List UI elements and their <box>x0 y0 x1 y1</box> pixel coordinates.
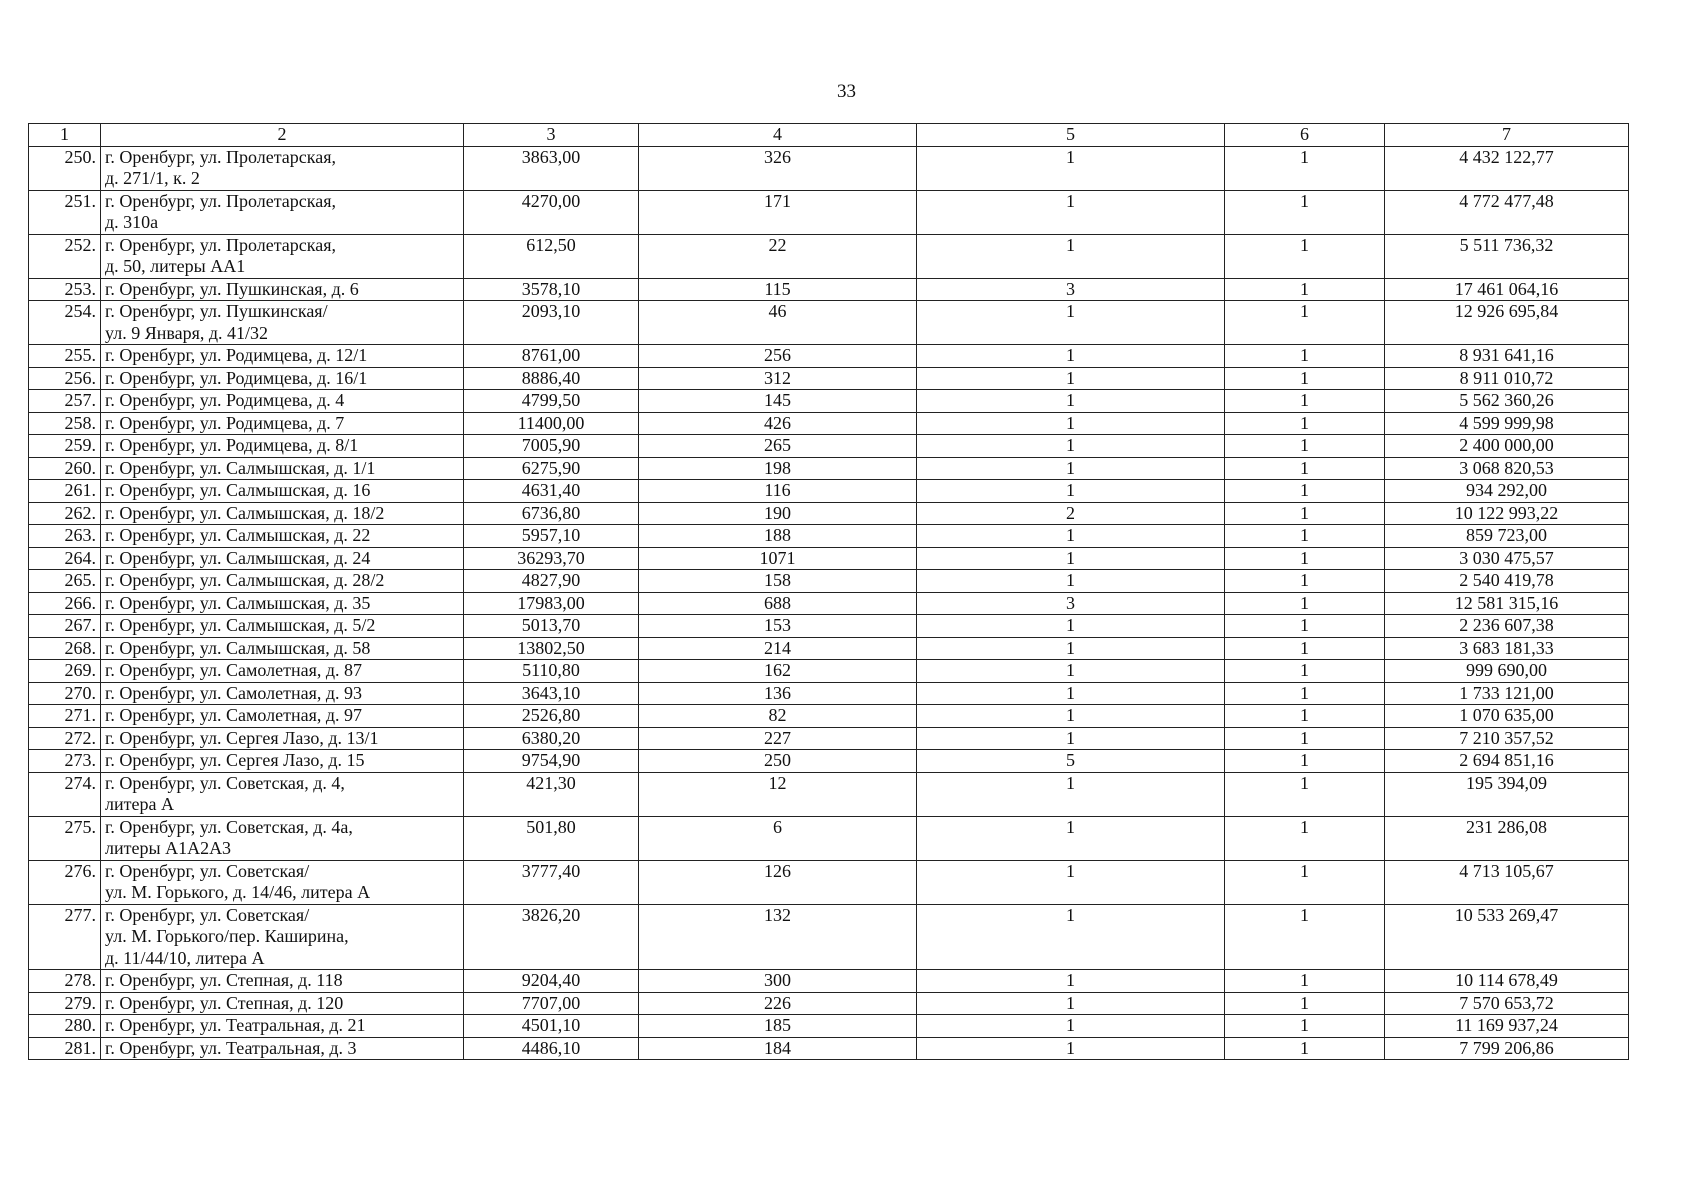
cost-cell: 8 911 010,72 <box>1385 367 1629 390</box>
row-number-cell: 278. <box>29 970 101 993</box>
buildings-count-cell: 1 <box>917 146 1225 190</box>
area-cell: 3863,00 <box>464 146 639 190</box>
row-number-cell: 253. <box>29 278 101 301</box>
residents-count-cell: 1071 <box>639 547 917 570</box>
buildings-count-cell: 1 <box>917 412 1225 435</box>
table-row <box>29 992 1629 1015</box>
row-number-cell: 266. <box>29 592 101 615</box>
objects-count-cell: 1 <box>1225 412 1385 435</box>
table-row <box>29 772 1629 816</box>
objects-count-cell: 1 <box>1225 705 1385 728</box>
buildings-count-cell: 1 <box>917 1015 1225 1038</box>
address-cell: г. Оренбург, ул. Театральная, д. 3 <box>101 1037 464 1060</box>
table-row <box>29 970 1629 993</box>
cost-cell: 4 599 999,98 <box>1385 412 1629 435</box>
address-cell: г. Оренбург, ул. Родимцева, д. 16/1 <box>101 367 464 390</box>
residents-count-cell: 6 <box>639 816 917 860</box>
row-number-cell: 272. <box>29 727 101 750</box>
table-row <box>29 592 1629 615</box>
buildings-count-cell: 1 <box>917 301 1225 345</box>
table-row <box>29 146 1629 190</box>
area-cell: 6275,90 <box>464 457 639 480</box>
area-cell: 5110,80 <box>464 660 639 683</box>
table-row <box>29 904 1629 970</box>
residents-count-cell: 82 <box>639 705 917 728</box>
buildings-count-cell: 1 <box>917 860 1225 904</box>
row-number-cell: 258. <box>29 412 101 435</box>
objects-count-cell: 1 <box>1225 570 1385 593</box>
objects-count-cell: 1 <box>1225 547 1385 570</box>
row-number-cell: 263. <box>29 525 101 548</box>
objects-count-cell: 1 <box>1225 904 1385 970</box>
cost-cell: 5 511 736,32 <box>1385 234 1629 278</box>
cost-cell: 17 461 064,16 <box>1385 278 1629 301</box>
column-number-header: 7 <box>1385 124 1629 147</box>
objects-count-cell: 1 <box>1225 772 1385 816</box>
table-row <box>29 435 1629 458</box>
residents-count-cell: 153 <box>639 615 917 638</box>
row-number-cell: 255. <box>29 345 101 368</box>
buildings-count-cell: 1 <box>917 772 1225 816</box>
address-cell: г. Оренбург, ул. Родимцева, д. 4 <box>101 390 464 413</box>
area-cell: 9204,40 <box>464 970 639 993</box>
table-row <box>29 301 1629 345</box>
area-cell: 13802,50 <box>464 637 639 660</box>
row-number-cell: 268. <box>29 637 101 660</box>
address-cell: г. Оренбург, ул. Салмышская, д. 22 <box>101 525 464 548</box>
residents-count-cell: 158 <box>639 570 917 593</box>
residents-count-cell: 300 <box>639 970 917 993</box>
buildings-count-cell: 1 <box>917 1037 1225 1060</box>
objects-count-cell: 1 <box>1225 301 1385 345</box>
cost-cell: 2 236 607,38 <box>1385 615 1629 638</box>
objects-count-cell: 1 <box>1225 615 1385 638</box>
table-row <box>29 637 1629 660</box>
objects-count-cell: 1 <box>1225 970 1385 993</box>
table-row <box>29 345 1629 368</box>
column-number-header: 6 <box>1225 124 1385 147</box>
table-row <box>29 1037 1629 1060</box>
table-row <box>29 750 1629 773</box>
address-cell: г. Оренбург, ул. Салмышская, д. 35 <box>101 592 464 615</box>
row-number-cell: 256. <box>29 367 101 390</box>
address-cell: г. Оренбург, ул. Сергея Лазо, д. 15 <box>101 750 464 773</box>
address-cell: г. Оренбург, ул. Степная, д. 120 <box>101 992 464 1015</box>
row-number-cell: 261. <box>29 480 101 503</box>
buildings-count-cell: 1 <box>917 705 1225 728</box>
area-cell: 612,50 <box>464 234 639 278</box>
buildings-count-cell: 1 <box>917 525 1225 548</box>
address-cell: г. Оренбург, ул. Пушкинская, д. 6 <box>101 278 464 301</box>
table-row <box>29 234 1629 278</box>
residents-count-cell: 426 <box>639 412 917 435</box>
row-number-cell: 275. <box>29 816 101 860</box>
objects-count-cell: 1 <box>1225 1037 1385 1060</box>
residents-count-cell: 116 <box>639 480 917 503</box>
cost-cell: 4 713 105,67 <box>1385 860 1629 904</box>
residents-count-cell: 12 <box>639 772 917 816</box>
area-cell: 6380,20 <box>464 727 639 750</box>
address-cell: г. Оренбург, ул. Степная, д. 118 <box>101 970 464 993</box>
residents-count-cell: 188 <box>639 525 917 548</box>
row-number-cell: 252. <box>29 234 101 278</box>
address-cell: г. Оренбург, ул. Советская/ ул. М. Горького, д. 14/46, литера А <box>101 860 464 904</box>
column-number-header: 5 <box>917 124 1225 147</box>
address-cell: г. Оренбург, ул. Пролетарская, д. 50, литеры АА1 <box>101 234 464 278</box>
column-number-header: 1 <box>29 124 101 147</box>
residents-count-cell: 22 <box>639 234 917 278</box>
address-cell: г. Оренбург, ул. Салмышская, д. 5/2 <box>101 615 464 638</box>
cost-cell: 999 690,00 <box>1385 660 1629 683</box>
residents-count-cell: 312 <box>639 367 917 390</box>
row-number-cell: 250. <box>29 146 101 190</box>
buildings-count-cell: 5 <box>917 750 1225 773</box>
objects-count-cell: 1 <box>1225 435 1385 458</box>
address-cell: г. Оренбург, ул. Советская, д. 4а, литеры А1А2А3 <box>101 816 464 860</box>
objects-count-cell: 1 <box>1225 146 1385 190</box>
residents-count-cell: 688 <box>639 592 917 615</box>
objects-count-cell: 1 <box>1225 190 1385 234</box>
row-number-cell: 259. <box>29 435 101 458</box>
area-cell: 4799,50 <box>464 390 639 413</box>
table-row <box>29 190 1629 234</box>
row-number-cell: 267. <box>29 615 101 638</box>
buildings-count-cell: 1 <box>917 816 1225 860</box>
residents-count-cell: 265 <box>639 435 917 458</box>
residents-count-cell: 214 <box>639 637 917 660</box>
residents-count-cell: 256 <box>639 345 917 368</box>
buildings-count-cell: 1 <box>917 970 1225 993</box>
area-cell: 3777,40 <box>464 860 639 904</box>
buildings-count-cell: 1 <box>917 234 1225 278</box>
objects-count-cell: 1 <box>1225 502 1385 525</box>
buildings-count-cell: 1 <box>917 480 1225 503</box>
row-number-cell: 254. <box>29 301 101 345</box>
address-cell: г. Оренбург, ул. Пролетарская, д. 271/1, к. 2 <box>101 146 464 190</box>
address-cell: г. Оренбург, ул. Родимцева, д. 12/1 <box>101 345 464 368</box>
residents-count-cell: 226 <box>639 992 917 1015</box>
area-cell: 2093,10 <box>464 301 639 345</box>
cost-cell: 10 114 678,49 <box>1385 970 1629 993</box>
area-cell: 3826,20 <box>464 904 639 970</box>
area-cell: 501,80 <box>464 816 639 860</box>
table-row <box>29 390 1629 413</box>
cost-cell: 3 030 475,57 <box>1385 547 1629 570</box>
table-row <box>29 615 1629 638</box>
objects-count-cell: 1 <box>1225 480 1385 503</box>
table-row <box>29 816 1629 860</box>
row-number-cell: 251. <box>29 190 101 234</box>
objects-count-cell: 1 <box>1225 390 1385 413</box>
area-cell: 36293,70 <box>464 547 639 570</box>
buildings-count-cell: 1 <box>917 367 1225 390</box>
objects-count-cell: 1 <box>1225 727 1385 750</box>
area-cell: 7005,90 <box>464 435 639 458</box>
page-number: 33 <box>837 81 856 102</box>
row-number-cell: 277. <box>29 904 101 970</box>
area-cell: 4486,10 <box>464 1037 639 1060</box>
area-cell: 2526,80 <box>464 705 639 728</box>
objects-count-cell: 1 <box>1225 345 1385 368</box>
row-number-cell: 270. <box>29 682 101 705</box>
address-cell: г. Оренбург, ул. Советская/ ул. М. Горького/пер. Каширина, д. 11/44/10, литера А <box>101 904 464 970</box>
cost-cell: 4 772 477,48 <box>1385 190 1629 234</box>
cost-cell: 231 286,08 <box>1385 816 1629 860</box>
table-row <box>29 860 1629 904</box>
area-cell: 7707,00 <box>464 992 639 1015</box>
row-number-cell: 262. <box>29 502 101 525</box>
address-cell: г. Оренбург, ул. Самолетная, д. 87 <box>101 660 464 683</box>
cost-cell: 859 723,00 <box>1385 525 1629 548</box>
cost-cell: 8 931 641,16 <box>1385 345 1629 368</box>
address-cell: г. Оренбург, ул. Салмышская, д. 28/2 <box>101 570 464 593</box>
address-cell: г. Оренбург, ул. Пролетарская, д. 310а <box>101 190 464 234</box>
cost-cell: 3 683 181,33 <box>1385 637 1629 660</box>
objects-count-cell: 1 <box>1225 860 1385 904</box>
row-number-cell: 279. <box>29 992 101 1015</box>
buildings-count-cell: 1 <box>917 190 1225 234</box>
buildings-count-cell: 2 <box>917 502 1225 525</box>
objects-count-cell: 1 <box>1225 660 1385 683</box>
cost-cell: 2 540 419,78 <box>1385 570 1629 593</box>
row-number-cell: 274. <box>29 772 101 816</box>
buildings-count-cell: 1 <box>917 660 1225 683</box>
cost-cell: 2 694 851,16 <box>1385 750 1629 773</box>
address-cell: г. Оренбург, ул. Салмышская, д. 18/2 <box>101 502 464 525</box>
residents-count-cell: 46 <box>639 301 917 345</box>
objects-count-cell: 1 <box>1225 816 1385 860</box>
table-row <box>29 457 1629 480</box>
buildings-count-cell: 3 <box>917 278 1225 301</box>
cost-cell: 10 533 269,47 <box>1385 904 1629 970</box>
address-cell: г. Оренбург, ул. Салмышская, д. 1/1 <box>101 457 464 480</box>
residents-count-cell: 136 <box>639 682 917 705</box>
table-row <box>29 1015 1629 1038</box>
buildings-count-cell: 1 <box>917 547 1225 570</box>
objects-count-cell: 1 <box>1225 367 1385 390</box>
row-number-cell: 264. <box>29 547 101 570</box>
row-number-cell: 271. <box>29 705 101 728</box>
area-cell: 6736,80 <box>464 502 639 525</box>
area-cell: 4270,00 <box>464 190 639 234</box>
table-body <box>29 124 1629 1060</box>
residents-count-cell: 326 <box>639 146 917 190</box>
cost-cell: 4 432 122,77 <box>1385 146 1629 190</box>
address-cell: г. Оренбург, ул. Самолетная, д. 93 <box>101 682 464 705</box>
address-cell: г. Оренбург, ул. Сергея Лазо, д. 13/1 <box>101 727 464 750</box>
residents-count-cell: 145 <box>639 390 917 413</box>
objects-count-cell: 1 <box>1225 278 1385 301</box>
table-row <box>29 412 1629 435</box>
area-cell: 8761,00 <box>464 345 639 368</box>
residents-count-cell: 185 <box>639 1015 917 1038</box>
table-row <box>29 502 1629 525</box>
area-cell: 8886,40 <box>464 367 639 390</box>
residents-count-cell: 227 <box>639 727 917 750</box>
table-row <box>29 727 1629 750</box>
column-number-header: 4 <box>639 124 917 147</box>
residents-count-cell: 126 <box>639 860 917 904</box>
buildings-count-cell: 1 <box>917 435 1225 458</box>
objects-count-cell: 1 <box>1225 1015 1385 1038</box>
buildings-count-cell: 1 <box>917 904 1225 970</box>
table-row <box>29 570 1629 593</box>
buildings-count-cell: 3 <box>917 592 1225 615</box>
address-cell: г. Оренбург, ул. Родимцева, д. 7 <box>101 412 464 435</box>
residents-count-cell: 198 <box>639 457 917 480</box>
cost-cell: 2 400 000,00 <box>1385 435 1629 458</box>
address-cell: г. Оренбург, ул. Самолетная, д. 97 <box>101 705 464 728</box>
objects-count-cell: 1 <box>1225 592 1385 615</box>
cost-cell: 1 733 121,00 <box>1385 682 1629 705</box>
cost-cell: 1 070 635,00 <box>1385 705 1629 728</box>
row-number-cell: 260. <box>29 457 101 480</box>
area-cell: 4827,90 <box>464 570 639 593</box>
column-number-header: 2 <box>101 124 464 147</box>
address-cell: г. Оренбург, ул. Пушкинская/ ул. 9 Января, д. 41/32 <box>101 301 464 345</box>
address-cell: г. Оренбург, ул. Театральная, д. 21 <box>101 1015 464 1038</box>
table-row <box>29 705 1629 728</box>
registry-table <box>28 123 1629 1060</box>
cost-cell: 7 799 206,86 <box>1385 1037 1629 1060</box>
row-number-cell: 273. <box>29 750 101 773</box>
objects-count-cell: 1 <box>1225 457 1385 480</box>
residents-count-cell: 171 <box>639 190 917 234</box>
cost-cell: 7 570 653,72 <box>1385 992 1629 1015</box>
objects-count-cell: 1 <box>1225 525 1385 548</box>
address-cell: г. Оренбург, ул. Салмышская, д. 58 <box>101 637 464 660</box>
cost-cell: 934 292,00 <box>1385 480 1629 503</box>
cost-cell: 11 169 937,24 <box>1385 1015 1629 1038</box>
row-number-cell: 280. <box>29 1015 101 1038</box>
residents-count-cell: 250 <box>639 750 917 773</box>
row-number-cell: 265. <box>29 570 101 593</box>
row-number-cell: 257. <box>29 390 101 413</box>
row-number-cell: 276. <box>29 860 101 904</box>
objects-count-cell: 1 <box>1225 234 1385 278</box>
objects-count-cell: 1 <box>1225 637 1385 660</box>
residents-count-cell: 132 <box>639 904 917 970</box>
address-cell: г. Оренбург, ул. Советская, д. 4, литера А <box>101 772 464 816</box>
buildings-count-cell: 1 <box>917 992 1225 1015</box>
buildings-count-cell: 1 <box>917 457 1225 480</box>
table-row <box>29 278 1629 301</box>
row-number-cell: 269. <box>29 660 101 683</box>
address-cell: г. Оренбург, ул. Родимцева, д. 8/1 <box>101 435 464 458</box>
buildings-count-cell: 1 <box>917 345 1225 368</box>
cost-cell: 5 562 360,26 <box>1385 390 1629 413</box>
area-cell: 5013,70 <box>464 615 639 638</box>
row-number-cell: 281. <box>29 1037 101 1060</box>
buildings-count-cell: 1 <box>917 727 1225 750</box>
table-row <box>29 367 1629 390</box>
area-cell: 5957,10 <box>464 525 639 548</box>
area-cell: 4501,10 <box>464 1015 639 1038</box>
table-row <box>29 547 1629 570</box>
objects-count-cell: 1 <box>1225 682 1385 705</box>
area-cell: 3643,10 <box>464 682 639 705</box>
buildings-count-cell: 1 <box>917 682 1225 705</box>
area-cell: 11400,00 <box>464 412 639 435</box>
table-row <box>29 480 1629 503</box>
buildings-count-cell: 1 <box>917 637 1225 660</box>
address-cell: г. Оренбург, ул. Салмышская, д. 16 <box>101 480 464 503</box>
column-number-header: 3 <box>464 124 639 147</box>
column-number-row <box>29 124 1629 147</box>
cost-cell: 7 210 357,52 <box>1385 727 1629 750</box>
objects-count-cell: 1 <box>1225 750 1385 773</box>
residents-count-cell: 184 <box>639 1037 917 1060</box>
buildings-count-cell: 1 <box>917 390 1225 413</box>
buildings-count-cell: 1 <box>917 615 1225 638</box>
objects-count-cell: 1 <box>1225 992 1385 1015</box>
cost-cell: 12 926 695,84 <box>1385 301 1629 345</box>
cost-cell: 10 122 993,22 <box>1385 502 1629 525</box>
cost-cell: 195 394,09 <box>1385 772 1629 816</box>
address-cell: г. Оренбург, ул. Салмышская, д. 24 <box>101 547 464 570</box>
table-row <box>29 525 1629 548</box>
residents-count-cell: 115 <box>639 278 917 301</box>
cost-cell: 3 068 820,53 <box>1385 457 1629 480</box>
cost-cell: 12 581 315,16 <box>1385 592 1629 615</box>
table-row <box>29 660 1629 683</box>
area-cell: 3578,10 <box>464 278 639 301</box>
area-cell: 17983,00 <box>464 592 639 615</box>
buildings-count-cell: 1 <box>917 570 1225 593</box>
table-row <box>29 682 1629 705</box>
area-cell: 9754,90 <box>464 750 639 773</box>
residents-count-cell: 162 <box>639 660 917 683</box>
area-cell: 421,30 <box>464 772 639 816</box>
area-cell: 4631,40 <box>464 480 639 503</box>
residents-count-cell: 190 <box>639 502 917 525</box>
